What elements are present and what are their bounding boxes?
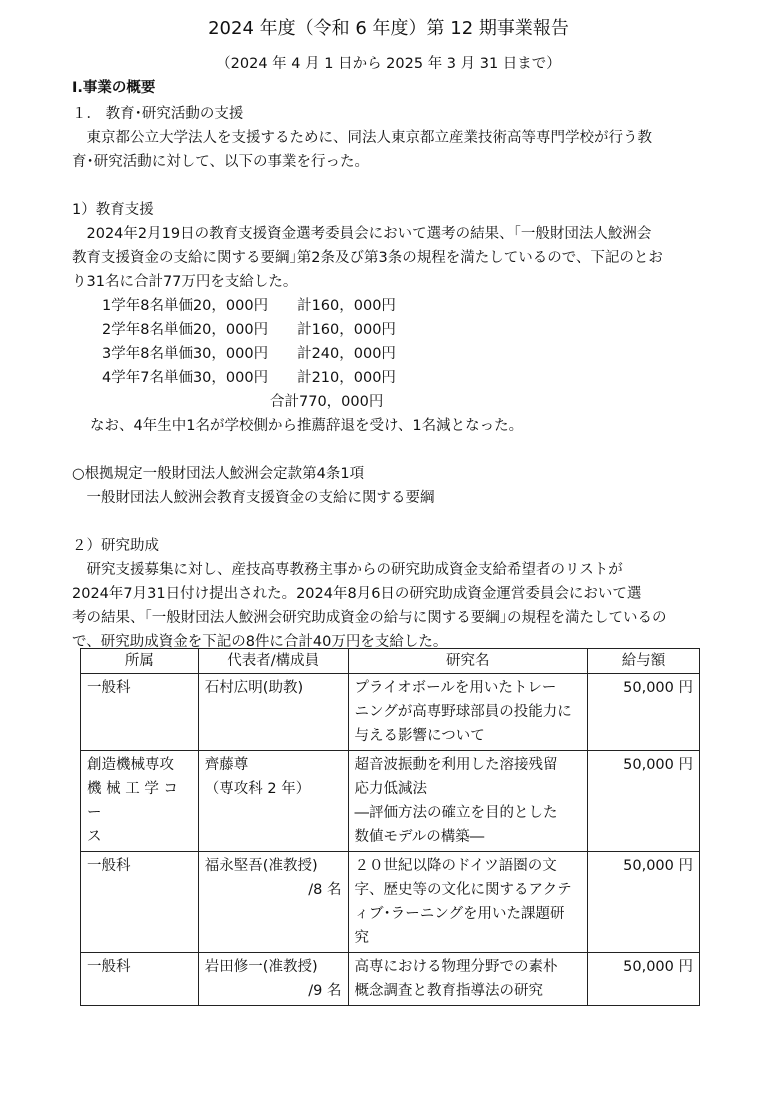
header-affiliation: 所属 <box>81 649 199 674</box>
representative-cell-line: 福永堅吾(准教授) <box>204 858 318 874</box>
affiliation-cell-line: 一般科 <box>87 858 131 874</box>
research-grant-table <box>80 648 700 1006</box>
research-title-cell-line: 超音波振動を利用した溶接残留 <box>354 757 558 773</box>
research-title-cell-line: 字、歴史等の文化に関するアクテ <box>354 882 572 898</box>
intro-text-line: 東京都公立大学法人を支援するために、同法人東京都立産業技術高等専門学校が行う教 <box>72 130 652 146</box>
affiliation-cell-line: ス <box>87 829 102 845</box>
representative-cell <box>198 953 348 1006</box>
grade-amount-line: 4学年7名単価30，000円 計210，000円 <box>102 370 396 386</box>
amount-cell: 50,000 円 <box>588 852 700 953</box>
research-text-line: 2024年7月31日付け提出された。2024年8月6日の研究助成資金運営委員会において選 <box>72 586 642 602</box>
research-title-cell-line: ニングが高専野球部員の投能力に <box>354 704 572 720</box>
basis-regulation-line: ○根拠規定一般財団法人鮫洲会定款第4条1項 <box>72 466 365 482</box>
representative-cell-line: （専攻科 2 年） <box>204 781 311 797</box>
representative-cell-line: 石村広明(助教) <box>204 680 304 696</box>
affiliation-cell-line: 一般科 <box>87 680 131 696</box>
total-amount-line: 合計770，000円 <box>270 394 384 410</box>
table-row <box>81 852 700 953</box>
header-representative: 代表者/構成員 <box>198 649 348 674</box>
research-text-line: 考の結果、｢一般財団法人鮫洲会研究助成資金の給与に関する要綱｣の規程を満たしているの <box>72 610 667 626</box>
representative-cell <box>198 674 348 751</box>
table-header-row <box>81 649 700 674</box>
research-title-cell-line: 与える影響について <box>354 728 485 744</box>
research-title-cell-line: 概念調査と教育指導法の研究 <box>354 983 544 999</box>
section-heading: Ⅰ.事業の概要 <box>72 80 156 96</box>
header-research-title: 研究名 <box>348 649 588 674</box>
research-title-cell-line: プライオボールを用いたトレー <box>354 680 557 696</box>
amount-cell: 50,000 円 <box>588 751 700 852</box>
member-count: /9 名 <box>308 983 342 999</box>
research-title-cell-line: ィブ･ラーニングを用いた課題研 <box>354 906 565 922</box>
representative-cell <box>198 852 348 953</box>
research-title-cell-line: 応力低減法 <box>354 781 428 797</box>
grade-amount-line: 3学年8名単価30，000円 計240，000円 <box>102 346 396 362</box>
table-row <box>81 751 700 852</box>
research-title-cell-line: ２０世紀以降のドイツ語圏の文 <box>354 858 557 874</box>
affiliation-cell-line: 一般科 <box>87 959 131 975</box>
affiliation-cell <box>81 852 199 953</box>
research-title-cell-line: 究 <box>354 930 370 946</box>
research-title-cell <box>348 852 588 953</box>
research-title-cell-line: ―評価方法の確立を目的とした <box>354 805 558 821</box>
amount-cell: 50,000 円 <box>588 953 700 1006</box>
affiliation-cell <box>81 674 199 751</box>
research-title-cell <box>348 674 588 751</box>
education-text-line: り31名に合計77万円を支給した。 <box>72 274 298 290</box>
research-text-line: で、研究助成資金を下記の8件に合計40万円を支給した。 <box>72 634 448 650</box>
table-row <box>81 953 700 1006</box>
table-row <box>81 674 700 751</box>
research-text-line: 研究支援募集に対し、産技高専教務主事からの研究助成資金支給希望者のリストが <box>72 562 623 578</box>
education-text-line: 教育支援資金の支給に関する要綱｣第2条及び第3条の規程を満たしているので、下記のとお <box>72 250 663 266</box>
grade-amount-line: 2学年8名単価20，000円 計160，000円 <box>102 322 396 338</box>
education-support-heading: 1）教育支援 <box>72 202 154 218</box>
affiliation-cell <box>81 751 199 852</box>
research-title-cell <box>348 953 588 1006</box>
education-text-line: 2024年2月19日の教育支援資金選考委員会において選考の結果、｢一般財団法人鮫洲会 <box>72 226 652 242</box>
research-title-cell-line: 高専における物理分野での素朴 <box>354 959 558 975</box>
affiliation-cell <box>81 953 199 1006</box>
representative-cell-line: 齊藤尊 <box>204 757 249 773</box>
representative-cell-line: 岩田修一(准教授) <box>204 959 318 975</box>
research-title-cell <box>348 751 588 852</box>
grade-amount-line: 1学年8名単価20，000円 計160，000円 <box>102 298 396 314</box>
research-title-cell-line: 数値モデルの構築― <box>354 829 485 845</box>
affiliation-cell-line: 創造機械専攻 <box>87 757 174 773</box>
research-grant-heading: ２）研究助成 <box>72 538 159 554</box>
subsection-heading: １． 教育･研究活動の支援 <box>72 106 244 122</box>
member-count: /8 名 <box>308 882 342 898</box>
header-amount: 給与額 <box>588 649 700 674</box>
amount-cell: 50,000 円 <box>588 674 700 751</box>
basis-regulation-line: 一般財団法人鮫洲会教育支援資金の支給に関する要綱 <box>72 490 435 506</box>
intro-text-line: 育･研究活動に対して、以下の事業を行った。 <box>72 154 369 170</box>
table-body <box>81 674 700 1006</box>
education-note: なお、4年生中1名が学校側から推薦辞退を受け、1名減となった。 <box>90 418 524 434</box>
report-body <box>72 78 712 654</box>
representative-cell <box>198 751 348 852</box>
affiliation-cell-line: 機 械 工 学 コ ー <box>87 781 178 821</box>
report-period: （2024 年 4 月 1 日から 2025 年 3 月 31 日まで） <box>216 56 561 72</box>
page-title: 2024 年度（令和 6 年度）第 12 期事業報告 <box>208 18 569 39</box>
